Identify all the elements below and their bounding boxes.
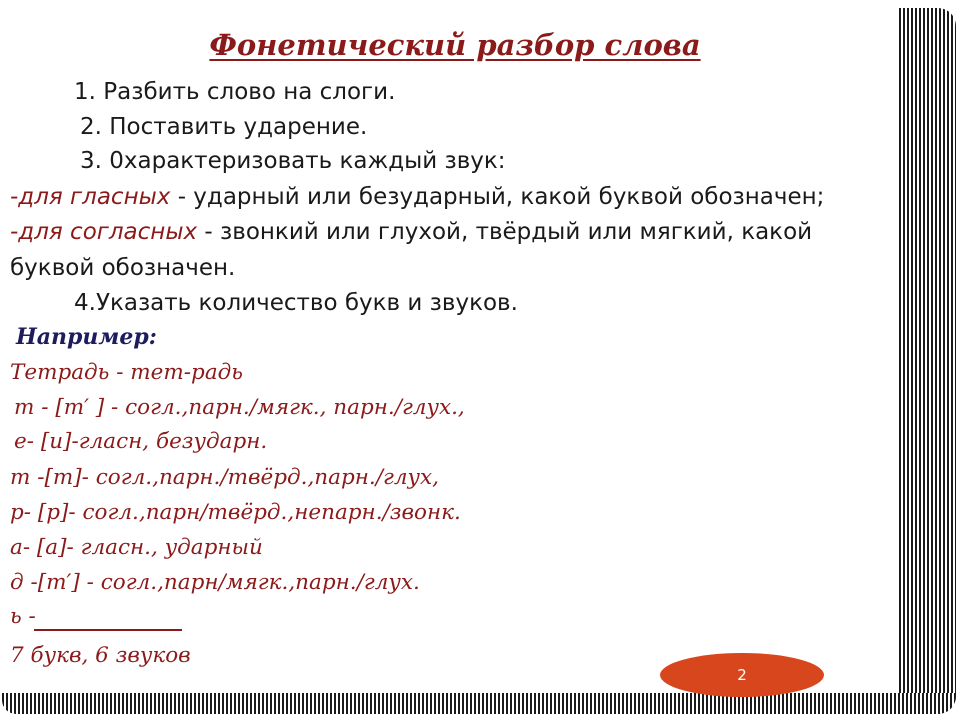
page-number-badge [660, 653, 824, 697]
step-2: 2. Поставить ударение. [80, 114, 368, 140]
example-summary: 7 букв, 6 звуков [10, 643, 191, 668]
blank-underline [34, 629, 182, 631]
example-heading: Например: [16, 324, 157, 350]
example-letter-line: ь - [10, 604, 36, 629]
step-4: 4.Указать количество букв и звуков. [74, 290, 518, 316]
example-letter-line: т - [т′ ] - согл.,парн./мягк., парн./глух., [14, 395, 465, 420]
step-1: 1. Разбить слово на слоги. [74, 79, 396, 105]
example-letter-line: д -[т′] - согл.,парн/мягк.,парн./глух. [10, 570, 420, 595]
vowels-label: -для гласных [10, 184, 171, 210]
example-word-line: Тетрадь - тет-радь [10, 360, 243, 385]
consonants-text: - звонкий или глухой, твёрдый или мягкий, какой [197, 219, 813, 245]
example-letter-line: е- [и]-гласн, безударн. [14, 429, 268, 454]
example-letter-line: т -[т]- согл.,парн./твёрд.,парн./глух, [10, 465, 439, 490]
consonants-continuation: буквой обозначен. [10, 255, 236, 281]
vowels-text: - ударный или безударный, какой буквой обозначен; [170, 184, 825, 210]
example-letter-line: р- [р]- согл.,парн/твёрд.,непарн./звонк. [10, 500, 461, 525]
consonants-line [10, 219, 812, 245]
right-striped-border [899, 8, 956, 714]
bottom-striped-border [2, 693, 956, 714]
slide-title: Фонетический разбор слова [209, 28, 701, 62]
step-3: 3. 0характеризовать каждый звук: [80, 148, 506, 174]
vowels-line [10, 184, 824, 210]
page-number: 2 [737, 666, 747, 684]
consonants-label: -для согласных [10, 219, 198, 245]
example-letter-line: а- [а]- гласн., ударный [10, 535, 263, 560]
